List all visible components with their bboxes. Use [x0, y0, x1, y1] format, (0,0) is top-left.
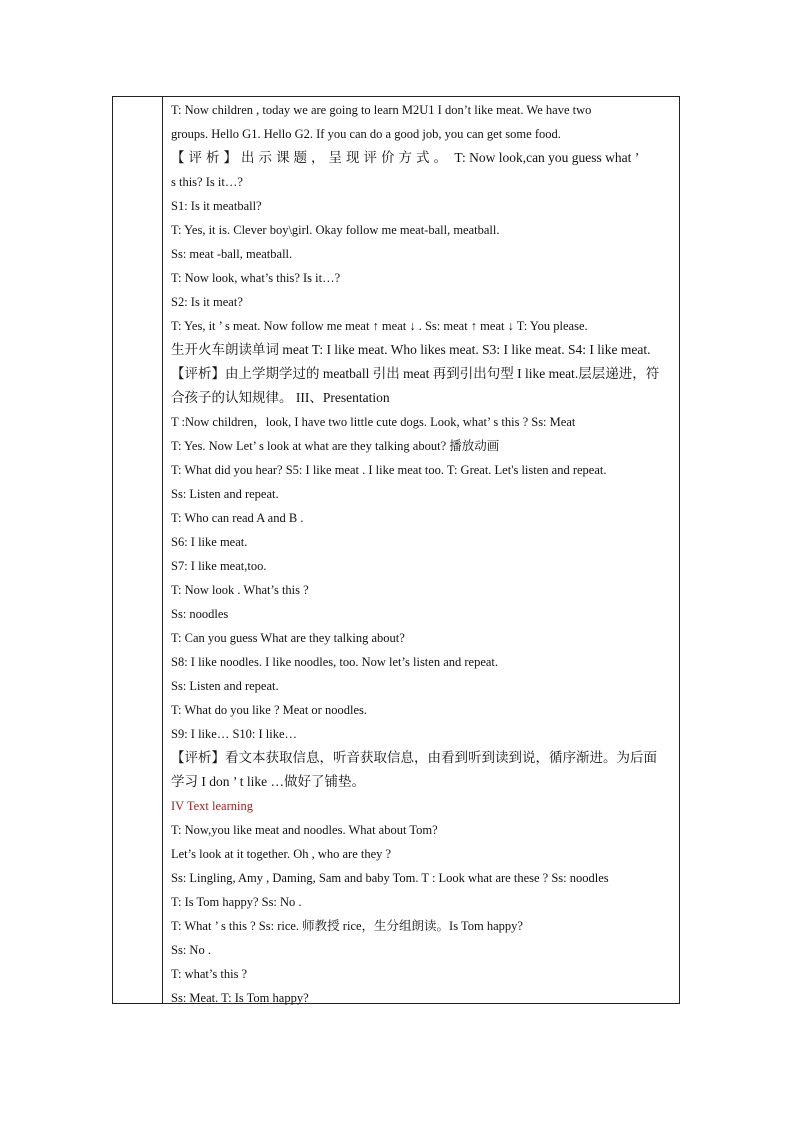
lesson-content-cell [171, 98, 677, 1010]
text-line: T: Is Tom happy? Ss: No . [171, 895, 302, 909]
text-line: S1: Is it meatball? [171, 199, 262, 213]
comment-label: 【评析】出示课题，呈现评价方式。 [171, 150, 451, 165]
text-line: T: Now look . What’s this ? [171, 583, 309, 597]
text-line: 合孩子的认知规律。 III、Presentation [171, 390, 390, 405]
text-line: s this? Is it…? [171, 175, 243, 189]
text-line: Ss: meat -ball, meatball. [171, 247, 293, 261]
text-line [171, 146, 677, 170]
text-line: S2: Is it meat? [171, 295, 243, 309]
text-segment: T: Now look,can you guess what ’ [451, 150, 640, 165]
text-line: T: What do you like ? Meat or noodles. [171, 703, 367, 717]
text-line: Ss: Meat. T: Is Tom happy? [171, 991, 309, 1005]
text-line: 【评析】由上学期学过的 meatball 引出 meat 再到引出句型 I like meat.层层递进，符 [171, 366, 660, 381]
text-line: T: Now look, what’s this? Is it…? [171, 271, 341, 285]
left-column-cell [113, 97, 163, 1003]
text-line: S9: I like… S10: I like… [171, 727, 298, 741]
text-line: T: Who can read A and B . [171, 511, 304, 525]
text-line: Ss: Listen and repeat. [171, 679, 279, 693]
text-line: S6: I like meat. [171, 535, 248, 549]
text-line: T: Yes, it is. Clever boy\girl. Okay follow me meat-ball, meatball. [171, 223, 500, 237]
text-line: T: Yes. Now Let’ s look at what are they talking about? 播放动画 [171, 439, 500, 453]
text-line: 学习 I don ’ t like …做好了铺垫。 [171, 774, 365, 789]
text-line: 生开火车朗读单词 meat T: I like meat. Who likes meat. S3: I like meat. S4: I like meat. [171, 342, 651, 357]
text-line: T: what’s this ? [171, 967, 248, 981]
text-line: T: What ’ s this ? Ss: rice. 师教授 rice，生分组朗读。Is Tom happy? [171, 919, 523, 933]
text-line: 【评析】看文本获取信息，听音获取信息，由看到听到读到说，循序渐进。为后面 [171, 750, 657, 765]
section-heading: IV Text learning [171, 799, 253, 813]
text-line: T: Now children , today we are going to learn M2U1 I don’t like meat. We have two [171, 103, 592, 117]
text-line: Ss: No . [171, 943, 211, 957]
text-line: groups. Hello G1. Hello G2. If you can do a good job, you can get some food. [171, 127, 561, 141]
text-line: Let’s look at it together. Oh , who are they ? [171, 847, 392, 861]
text-line: T: Yes, it ’ s meat. Now follow me meat ↑ meat ↓ . Ss: meat ↑ meat ↓ T: You please. [171, 319, 588, 333]
text-line: Ss: Lingling, Amy , Daming, Sam and baby Tom. T : Look what are these ? Ss: noodles [171, 871, 609, 885]
text-line: T: Can you guess What are they talking about? [171, 631, 405, 645]
text-line: S8: I like noodles. I like noodles, too. Now let’s listen and repeat. [171, 655, 499, 669]
text-line: T: What did you hear? S5: I like meat . I like meat too. T: Great. Let's listen and repeat. [171, 463, 607, 477]
text-line: S7: I like meat,too. [171, 559, 267, 573]
lesson-table [112, 96, 680, 1004]
text-line: T: Now,you like meat and noodles. What about Tom? [171, 823, 438, 837]
text-line: Ss: Listen and repeat. [171, 487, 279, 501]
text-line: Ss: noodles [171, 607, 229, 621]
text-line: T :Now children，look, I have two little cute dogs. Look, what’ s this ? Ss: Meat [171, 415, 576, 429]
